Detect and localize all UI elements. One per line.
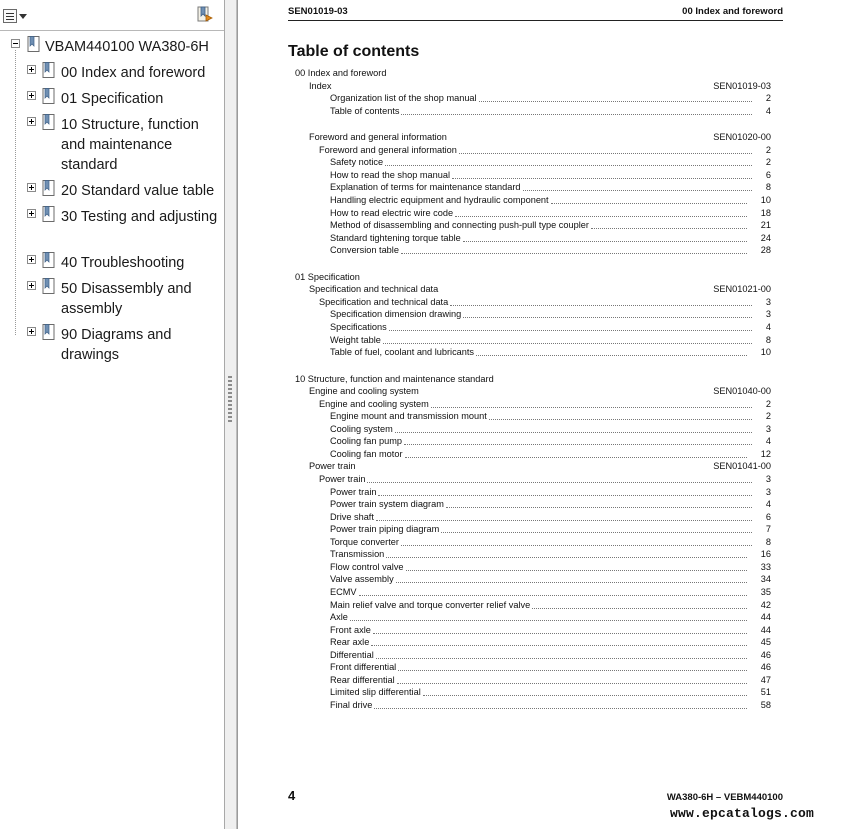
expand-toggle-icon[interactable] [27, 91, 36, 100]
dot-leader [401, 545, 752, 546]
bookmark-options-button[interactable] [3, 7, 29, 25]
dot-leader [446, 507, 752, 508]
toc-entry[interactable] [330, 194, 771, 206]
toc-page-number[interactable]: 51 [760, 687, 771, 698]
toc-page-number[interactable]: 10 [760, 195, 771, 205]
dot-leader [441, 532, 752, 533]
toc-page-number[interactable]: 18 [760, 207, 771, 218]
toc-page-number[interactable]: 8 [765, 334, 771, 345]
toc-entry-title[interactable]: Power train system diagram [330, 499, 444, 510]
bookmark-icon [42, 206, 55, 223]
toc-entry[interactable] [330, 92, 771, 104]
toc-entry[interactable] [330, 599, 771, 611]
toc-entry-title[interactable]: Drive shaft [330, 511, 374, 522]
toc-entry-title[interactable]: Standard tightening torque table [330, 232, 461, 243]
toc-entry-title[interactable]: ECMV [330, 586, 357, 597]
toc-page-number[interactable]: 16 [760, 549, 771, 560]
toc-entry[interactable] [330, 548, 771, 560]
toc-page-number[interactable]: 2 [765, 157, 771, 168]
bookmarks-toolbar [0, 0, 224, 30]
toc-entry[interactable] [330, 561, 771, 573]
toc-entry-title[interactable]: Specification dimension drawing [330, 309, 462, 320]
bookmark-label[interactable]: 10 Structure, function and maintenance standard [61, 117, 199, 173]
toc-page-number[interactable]: 8 [765, 536, 771, 547]
toc-entry-title[interactable]: Specification and technical data [309, 284, 439, 295]
toc-entry-title[interactable]: Method of disassembling and connecting push-pull type coupler [330, 220, 589, 231]
toc-document-code: SEN01019-03 [713, 80, 771, 91]
toc-entry-title[interactable]: 10 Structure, function and maintenance standard [295, 373, 494, 384]
toc-page-number[interactable]: 35 [760, 586, 771, 597]
toolbar-divider [0, 30, 224, 31]
dot-leader [532, 608, 747, 609]
toc-page-number[interactable]: 3 [765, 309, 771, 320]
toc-entry[interactable] [330, 624, 771, 636]
tree-connector-line [15, 50, 16, 335]
toc-entry-title[interactable]: Foreword and general information [309, 132, 447, 143]
toc-entry-title[interactable]: Transmission [330, 549, 385, 560]
toc-entry-title[interactable]: Power train [309, 461, 356, 472]
toc-page-number[interactable]: 58 [760, 699, 771, 710]
dot-leader [452, 178, 752, 179]
toc-page-number[interactable]: 4 [765, 105, 771, 116]
toc-entry-title[interactable]: Engine mount and transmission mount [330, 411, 487, 422]
expand-toggle-icon[interactable] [27, 255, 36, 264]
bookmark-icon [42, 62, 55, 79]
expand-toggle-icon[interactable] [27, 327, 36, 336]
toc-entry[interactable] [330, 649, 771, 661]
dot-leader [455, 216, 747, 217]
dot-leader [404, 444, 752, 445]
toc-entry-title[interactable]: Main relief valve and torque converter relief valve [330, 599, 531, 610]
toc-page-number[interactable]: 4 [765, 499, 771, 510]
toc-page-number[interactable]: 3 [765, 296, 771, 307]
header-document-code: SEN01019-03 [288, 6, 348, 17]
toc-entry-title[interactable]: Rear differential [330, 674, 395, 685]
toc-entry-title[interactable]: Cooling fan pump [330, 436, 403, 447]
bookmarks-panel [0, 0, 225, 829]
toc-entry[interactable] [330, 699, 771, 711]
dot-leader [476, 355, 747, 356]
toc-entry[interactable] [330, 686, 771, 698]
toc-entry[interactable] [330, 346, 771, 358]
toc-page-number[interactable]: 28 [760, 245, 771, 256]
dot-leader [350, 620, 747, 621]
bookmark-icon [42, 324, 55, 341]
toc-entry[interactable] [330, 486, 771, 498]
toc-entry-title[interactable]: Engine and cooling system [309, 386, 419, 397]
bookmark-label[interactable]: 50 Disassembly and assembly [61, 281, 192, 317]
toc-entry-title[interactable]: Valve assembly [330, 574, 394, 585]
toc-page-number[interactable]: 2 [765, 144, 771, 155]
toc-entry-title[interactable]: Organization list of the shop manual [330, 93, 477, 104]
toc-page-number[interactable]: 2 [765, 411, 771, 422]
expand-toggle-icon[interactable] [27, 117, 36, 126]
page-number: 4 [288, 788, 296, 803]
toc-entry[interactable] [330, 207, 771, 219]
dot-leader [378, 495, 751, 496]
dot-leader [406, 570, 747, 571]
dot-leader [374, 708, 746, 709]
dot-leader [459, 153, 752, 154]
dot-leader [401, 114, 751, 115]
dot-leader [385, 165, 752, 166]
toc-entry[interactable] [319, 144, 771, 156]
options-icon [3, 9, 17, 23]
toc-entry[interactable] [330, 674, 771, 686]
toc-document-code: SEN01021-00 [713, 284, 771, 295]
toc-entry[interactable] [330, 498, 771, 510]
toc-entry[interactable] [330, 169, 771, 181]
dot-leader [371, 645, 746, 646]
toc-page-number[interactable]: 4 [765, 436, 771, 447]
toc-page-number[interactable]: 21 [760, 220, 771, 231]
toc-page-number[interactable]: 34 [760, 574, 771, 585]
dot-leader [376, 658, 747, 659]
toc-entry[interactable] [330, 219, 771, 231]
dot-leader [397, 683, 747, 684]
toc-page-number[interactable]: 3 [765, 474, 771, 484]
dot-leader [395, 432, 752, 433]
toc-page-number[interactable]: 24 [760, 232, 771, 243]
toc-entry[interactable] [330, 181, 771, 193]
toc-entry[interactable] [330, 636, 771, 648]
toc-entry-title[interactable]: Table of contents [330, 105, 400, 116]
toc-page-number[interactable]: 12 [760, 448, 771, 459]
footer-model-code: WA380-6H – VEBM440100 [666, 792, 783, 803]
bookmark-icon [42, 252, 55, 269]
toc-entry-title[interactable]: Foreword and general information [319, 144, 457, 155]
bookmark-icon [42, 278, 55, 295]
toc-entry[interactable] [309, 283, 771, 295]
expand-toggle-icon[interactable] [27, 209, 36, 218]
dot-leader [431, 407, 752, 408]
toc-page-number[interactable]: 47 [760, 674, 771, 685]
toc-entry-title[interactable]: Specification and technical data [319, 296, 449, 307]
header-section-title: 00 Index and foreword [682, 6, 783, 17]
toc-entry-title[interactable]: Power train piping diagram [330, 524, 440, 535]
toc-entry-title[interactable]: Rear axle [330, 637, 370, 648]
dot-leader [479, 101, 752, 102]
dot-leader [376, 520, 752, 521]
toc-entry[interactable] [319, 473, 771, 485]
toc-entry-title[interactable]: Flow control valve [330, 561, 404, 572]
toc-entry[interactable] [330, 156, 771, 168]
toc-document-code: SEN01020-00 [713, 132, 771, 143]
expand-toggle-icon[interactable] [27, 281, 36, 290]
toc-document-code: SEN01041-00 [713, 461, 771, 472]
dot-leader [463, 241, 747, 242]
toc-entry[interactable] [330, 321, 771, 333]
page-title: Table of contents [288, 43, 420, 60]
toc-entry-title[interactable]: Final drive [330, 699, 373, 710]
toc-page-number[interactable]: 44 [760, 624, 771, 635]
toc-page-number[interactable]: 46 [760, 662, 771, 673]
toc-page-number[interactable]: 6 [765, 169, 771, 180]
dot-leader [489, 419, 752, 420]
toc-page-number[interactable]: 8 [765, 182, 771, 193]
watermark-text: www.epcatalogs.com [670, 806, 815, 821]
toc-entry[interactable] [309, 131, 771, 143]
expand-toggle-icon[interactable] [27, 183, 36, 192]
toc-entry-title[interactable]: 00 Index and foreword [295, 68, 387, 78]
toc-entry[interactable] [330, 232, 771, 244]
toc-entry-title[interactable]: Limited slip differential [330, 687, 421, 698]
toc-page-number[interactable]: 42 [760, 599, 771, 610]
toc-entry[interactable] [309, 460, 771, 472]
toc-page-number[interactable]: 3 [765, 486, 771, 497]
dot-leader [591, 228, 747, 229]
toc-entry[interactable] [319, 296, 771, 308]
toc-entry[interactable] [330, 523, 771, 535]
expand-bookmark-icon [196, 6, 214, 24]
dot-leader [383, 343, 752, 344]
toc-page-number[interactable]: 2 [765, 93, 771, 104]
toc-entry[interactable] [330, 105, 771, 117]
toc-entry-title[interactable]: Differential [330, 649, 374, 660]
dot-leader [450, 305, 752, 306]
toc-entry[interactable] [330, 611, 771, 623]
toc-entry-title[interactable]: Front differential [330, 662, 397, 673]
splitter-grip[interactable] [228, 376, 232, 422]
toc-entry[interactable] [295, 271, 771, 283]
bookmark-icon [42, 88, 55, 105]
dot-leader [367, 482, 751, 483]
toc-entry-title[interactable]: Torque converter [330, 536, 399, 547]
toc-page-number[interactable]: 3 [765, 423, 771, 434]
toc-page-number[interactable]: 45 [760, 637, 771, 648]
toc-entry[interactable] [330, 536, 771, 548]
toc-entry-title[interactable]: Safety notice [330, 157, 384, 168]
toc-entry[interactable] [330, 308, 771, 320]
bookmark-icon [42, 114, 55, 131]
dot-leader [389, 330, 752, 331]
dot-leader [373, 633, 747, 634]
toc-entry-title[interactable]: Power train [330, 486, 377, 497]
bookmark-icon [27, 36, 40, 53]
toc-page-number[interactable]: 10 [760, 347, 771, 357]
toc-entry[interactable] [309, 385, 771, 397]
chevron-down-icon [19, 14, 27, 19]
dot-leader [405, 457, 747, 458]
bookmark-label[interactable]: 90 Diagrams and drawings [61, 327, 172, 363]
bookmark-icon [42, 180, 55, 197]
expand-bookmark-button[interactable] [196, 6, 214, 24]
dot-leader [401, 253, 747, 254]
toc-entry-title[interactable]: Handling electric equipment and hydraulic component [330, 195, 549, 205]
dot-leader [551, 203, 747, 204]
dot-leader [396, 582, 747, 583]
dot-leader [423, 695, 747, 696]
toc-page-number[interactable]: 44 [760, 612, 771, 622]
toc-page-number[interactable]: 7 [765, 524, 771, 535]
toc-entry[interactable] [330, 661, 771, 673]
toc-entry[interactable] [330, 573, 771, 585]
dot-leader [398, 670, 747, 671]
toc-page-number[interactable]: 4 [765, 321, 771, 332]
toc-page-number[interactable]: 2 [765, 398, 771, 409]
toc-entry-title[interactable]: Explanation of terms for maintenance standard [330, 182, 521, 193]
toc-entry[interactable] [330, 586, 771, 598]
toc-entry[interactable] [309, 80, 771, 92]
toc-entry-title[interactable]: Table of fuel, coolant and lubricants [330, 347, 475, 357]
bookmark-label[interactable]: 00 Index and foreword [61, 65, 206, 81]
toc-entry[interactable] [330, 410, 771, 422]
toc-entry[interactable] [295, 67, 771, 79]
panel-splitter[interactable] [225, 0, 237, 829]
collapse-toggle-icon[interactable] [11, 39, 20, 48]
header-rule [288, 20, 783, 21]
toc-entry-title[interactable]: Front axle [330, 624, 371, 635]
toc-entry-title[interactable]: Axle [330, 612, 348, 622]
bookmark-label[interactable]: 40 Troubleshooting [61, 255, 185, 271]
toc-entry[interactable] [319, 398, 771, 410]
dot-leader [359, 595, 747, 596]
toc-entry-title[interactable]: Cooling fan motor [330, 448, 403, 459]
toc-entry-title[interactable]: Weight table [330, 334, 381, 345]
toc-entry[interactable] [330, 334, 771, 346]
toc-entry-title[interactable]: Index [309, 80, 332, 91]
toc-entry-title[interactable]: Cooling system [330, 423, 393, 434]
toc-page-number[interactable]: 6 [765, 511, 771, 522]
dot-leader [386, 557, 746, 558]
bookmark-label[interactable]: 20 Standard value table [61, 183, 215, 199]
toc-entry-title[interactable]: How to read electric wire code [330, 207, 454, 218]
toc-entry-title[interactable]: Engine and cooling system [319, 398, 429, 409]
toc-entry[interactable] [295, 373, 771, 385]
toc-entry-title[interactable]: Specifications [330, 321, 387, 332]
toc-entry[interactable] [330, 511, 771, 523]
toc-page-number[interactable]: 33 [760, 561, 771, 572]
dot-leader [523, 190, 752, 191]
toc-entry[interactable] [330, 435, 771, 447]
bookmark-label[interactable]: 01 Specification [61, 91, 164, 107]
toc-document-code: SEN01040-00 [713, 386, 771, 397]
expand-toggle-icon[interactable] [27, 65, 36, 74]
toc-entry[interactable] [330, 244, 771, 256]
toc-entry-title[interactable]: How to read the shop manual [330, 169, 451, 180]
bookmark-label[interactable]: VBAM440100 WA380-6H [45, 39, 209, 55]
toc-entry[interactable] [330, 448, 771, 460]
toc-entry-title[interactable]: Conversion table [330, 245, 399, 256]
toc-page-number[interactable]: 46 [760, 649, 771, 660]
document-page [238, 0, 855, 829]
bookmark-label[interactable]: 30 Testing and adjusting [61, 209, 218, 225]
toc-entry-title[interactable]: Power train [319, 474, 366, 484]
toc-entry[interactable] [330, 423, 771, 435]
dot-leader [463, 317, 752, 318]
toc-entry-title[interactable]: 01 Specification [295, 271, 360, 282]
